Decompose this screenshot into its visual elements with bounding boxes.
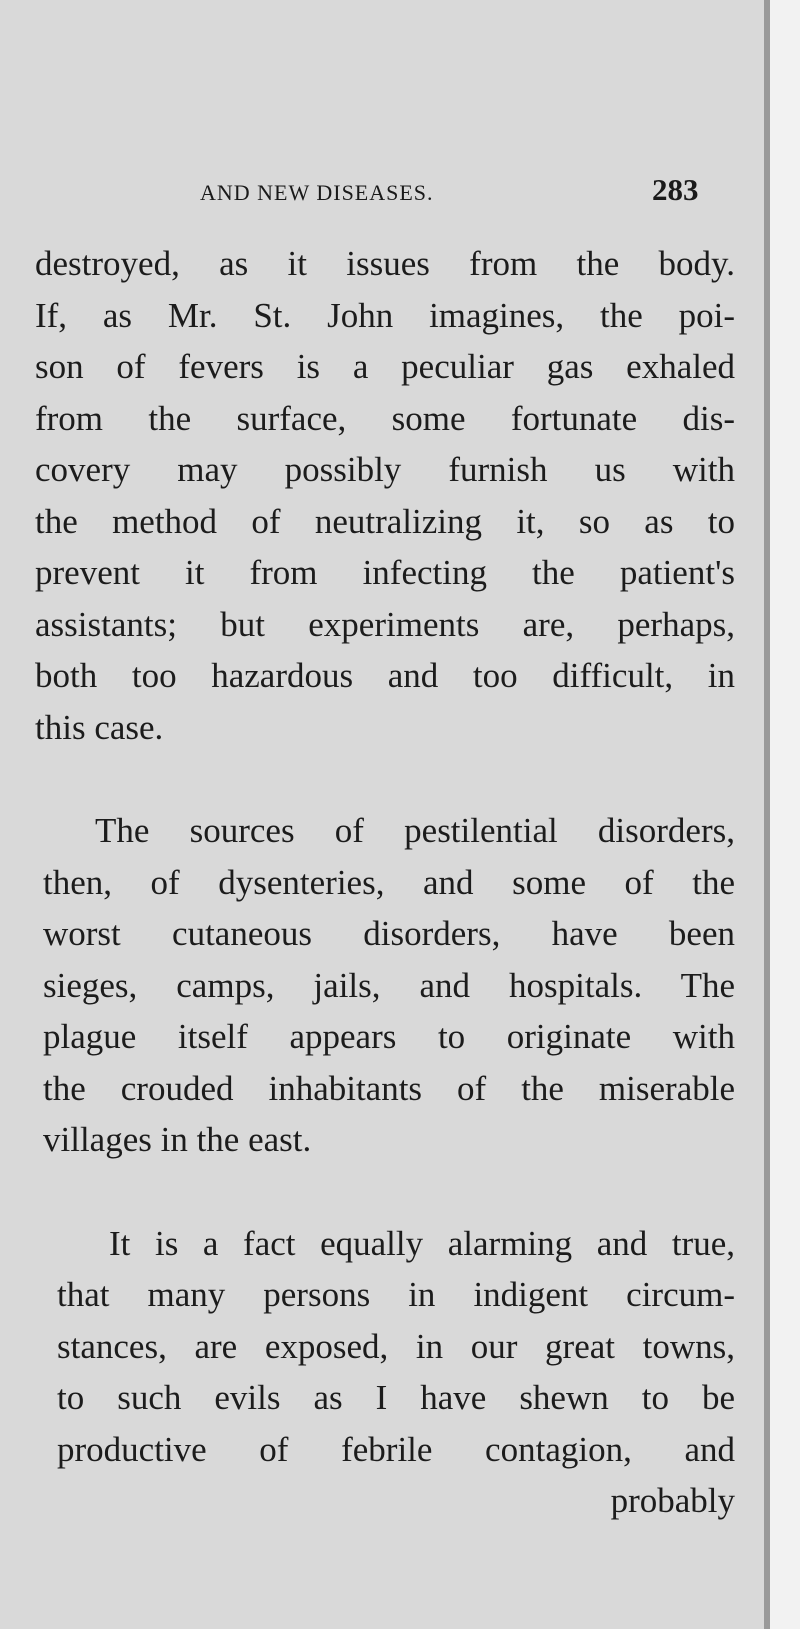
- text-line: If, as Mr. St. John imagines, the poi-: [35, 295, 735, 335]
- text-line: stances, are exposed, in our great towns,: [57, 1326, 735, 1366]
- text-line: plague itself appears to originate with: [43, 1017, 735, 1056]
- text-line: son of fevers is a peculiar gas exhaled: [35, 347, 735, 386]
- text-line: prevent it from infecting the patient's: [35, 553, 735, 592]
- text-line: the crouded inhabitants of the miserable: [43, 1068, 735, 1108]
- text-line: assistants; but experiments are, perhaps,: [35, 604, 735, 644]
- text-line: the method of neutralizing it, so as to: [35, 501, 735, 541]
- catchword: probably: [610, 1481, 735, 1520]
- paragraph-gap: [35, 1166, 735, 1218]
- paragraph: [35, 238, 735, 753]
- text-line: then, of dysenteries, and some of the: [43, 862, 735, 902]
- text-line: both too hazardous and too difficult, in: [35, 656, 735, 695]
- page-number: 283: [652, 172, 699, 207]
- paragraph: [43, 805, 735, 1166]
- text-line: covery may possibly furnish us with: [35, 450, 735, 489]
- text-line: villages in the east.: [43, 1120, 312, 1159]
- text-line: sieges, camps, jails, and hospitals. The: [43, 965, 735, 1005]
- text-line: this case.: [35, 707, 164, 747]
- text-line: that many persons in indigent circum-: [57, 1275, 735, 1314]
- text-line: It is a fact equally alarming and true,: [109, 1223, 735, 1263]
- paragraph: [57, 1218, 735, 1527]
- running-head: AND NEW DISEASES.: [200, 180, 434, 205]
- text-line: destroyed, as it issues from the body.: [35, 244, 735, 283]
- text-line: productive of febrile contagion, and: [57, 1429, 735, 1469]
- text-line: The sources of pestilential disorders,: [95, 811, 735, 850]
- paragraph-gap: [35, 753, 735, 805]
- page-header: [190, 172, 730, 222]
- scan-margin: [770, 0, 800, 1629]
- text-line: to such evils as I have shewn to be: [57, 1378, 735, 1417]
- text-line: worst cutaneous disorders, have been: [43, 914, 735, 953]
- body-text: [35, 238, 735, 1527]
- text-line: from the surface, some fortunate dis-: [35, 398, 735, 438]
